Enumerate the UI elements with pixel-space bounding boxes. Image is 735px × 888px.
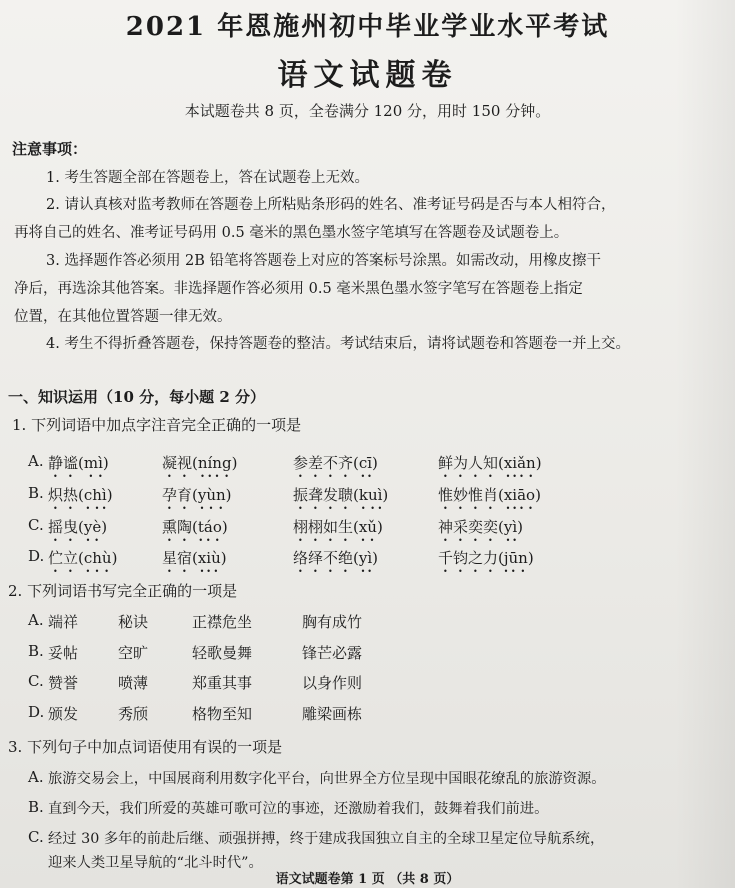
option-item: 锋芒必露 <box>302 644 363 662</box>
option-item: 秀颀 <box>118 705 149 723</box>
notice-line: 3. 选择题作答必须用 2B 铅笔将答题卷上对应的答案标号涂黑。如需改动，用橡皮擦干 <box>46 253 602 269</box>
page-footer: 语文试题卷第 1 页 （共 8 页） <box>275 872 460 887</box>
option-item: 炽热(chì) <box>48 486 113 504</box>
option-item: 颁发 <box>48 705 79 723</box>
option-item: 凝视(níng) <box>162 454 238 472</box>
option-label: C. <box>28 516 44 534</box>
question-3-stem: 3. 下列句子中加点词语使用有误的一项是 <box>8 738 283 756</box>
notice-heading: 注意事项： <box>12 140 88 158</box>
option-label: B. <box>28 642 44 660</box>
notice-line: 再将自己的姓名、准考证号码用 0.5 毫米的黑色墨水签字笔填写在答题卷及试题卷上。 <box>14 225 569 241</box>
option-sentence: 旅游交易会上，中国展商利用数字化平台，向世界全方位呈现中国眼花缭乱的旅游资源。 <box>48 771 606 787</box>
option-item: 端祥 <box>48 613 79 631</box>
exam-title: 2021 年恩施州初中毕业学业水平考试 <box>125 12 610 42</box>
option-item: 空旷 <box>118 644 149 662</box>
option-item: 星宿(xiù) <box>162 549 227 567</box>
paper-intro: 本试题卷共 8 页，全卷满分 120 分，用时 150 分钟。 <box>184 102 551 120</box>
notice-line: 净后，再选涂其他答案。非选择题作答必须用 0.5 毫米黑色墨水签字笔写在答题卷上指定 <box>14 281 583 297</box>
notice-line: 4. 考生不得折叠答题卷，保持答题卷的整洁。考试结束后，请将试题卷和答题卷一并上交。 <box>46 336 630 352</box>
option-item: 神采奕奕(yì) <box>438 518 523 536</box>
option-label: A. <box>28 611 44 629</box>
option-item: 胸有成竹 <box>302 613 363 631</box>
option-label: A. <box>28 452 44 470</box>
option-sentence: 直到今天，我们所爱的英雄可歌可泣的事迹，还激励着我们，鼓舞着我们前进。 <box>48 801 549 817</box>
option-item: 以身作则 <box>302 674 363 692</box>
option-item: 鲜为人知(xiǎn) <box>438 454 542 472</box>
option-item: 静谧(mì) <box>48 454 109 472</box>
question-2-stem: 2. 下列词语书写完全正确的一项是 <box>8 582 238 600</box>
notice-line: 1. 考生答题全部在答题卷上，答在试题卷上无效。 <box>46 170 369 186</box>
option-item: 千钧之力(jūn) <box>438 549 534 567</box>
option-label: C. <box>28 828 44 846</box>
option-item: 熏陶(táo) <box>162 518 228 536</box>
option-item: 参差不齐(cī) <box>293 454 378 472</box>
option-item: 摇曳(yè) <box>48 518 108 536</box>
option-sentence: 经过 30 多年的前赴后继、顽强拼搏，终于建成我国独立自主的全球卫星定位导航系统， <box>48 831 605 847</box>
option-item: 雕梁画栋 <box>302 705 363 723</box>
option-sentence: 迎来人类卫星导航的“北斗时代”。 <box>48 855 263 871</box>
option-item: 伫立(chù) <box>48 549 118 567</box>
option-item: 正襟危坐 <box>192 613 253 631</box>
option-item: 轻歌曼舞 <box>192 644 253 662</box>
option-item: 振聋发聩(kuì) <box>293 486 389 504</box>
notice-line: 2. 请认真核对监考教师在答题卷上所粘贴条形码的姓名、准考证号码是否与本人相符合， <box>46 197 616 213</box>
option-item: 栩栩如生(xǔ) <box>293 518 383 536</box>
option-label: A. <box>28 768 44 786</box>
option-label: B. <box>28 798 44 816</box>
option-label: D. <box>28 703 45 721</box>
option-item: 孕育(yùn) <box>162 486 232 504</box>
notice-line: 位置，在其他位置答题一律无效。 <box>14 309 232 325</box>
option-item: 喷薄 <box>118 674 149 692</box>
page-shadow <box>675 0 735 888</box>
option-item: 络绎不绝(yì) <box>293 549 378 567</box>
option-item: 郑重其事 <box>192 674 253 692</box>
section-heading: 一、知识运用（10 分，每小题 2 分） <box>8 388 265 406</box>
option-item: 格物至知 <box>192 705 253 723</box>
option-label: C. <box>28 672 44 690</box>
option-item: 惟妙惟肖(xiāo) <box>438 486 541 504</box>
question-1-stem: 1. 下列词语中加点字注音完全正确的一项是 <box>12 416 302 434</box>
option-item: 妥帖 <box>48 644 79 662</box>
option-label: D. <box>28 547 45 565</box>
option-label: B. <box>28 484 44 502</box>
paper-subtitle: 语文试题卷 <box>277 58 458 93</box>
option-item: 秘诀 <box>118 613 149 631</box>
option-item: 赞誉 <box>48 674 79 692</box>
